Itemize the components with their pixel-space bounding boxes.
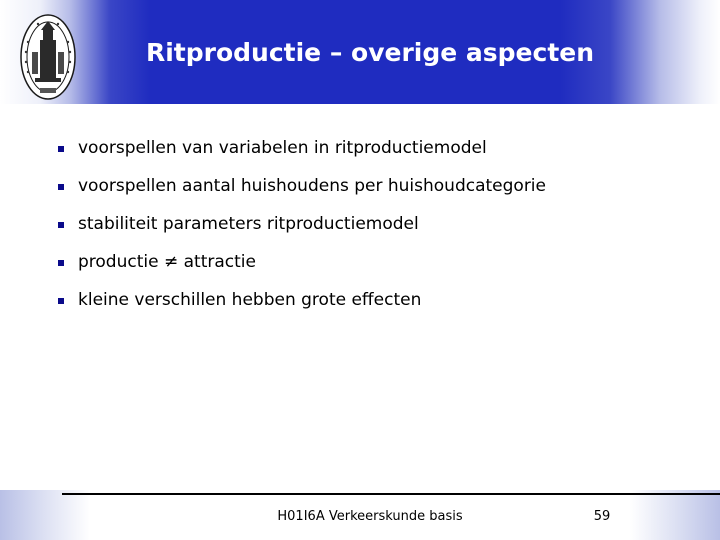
bullet-text: productie ≠ attractie: [78, 252, 256, 272]
bullet-square-icon: [58, 260, 64, 266]
footer-decoration-right: [630, 490, 720, 540]
footer-divider: [62, 493, 720, 495]
list-item: [58, 136, 487, 160]
footer-decoration-left: [0, 490, 90, 540]
list-item: [58, 212, 419, 236]
bullet-square-icon: [58, 222, 64, 228]
bullet-text: stabiliteit parameters ritproductiemodel: [78, 214, 419, 234]
slide-title: Ritproductie – overige aspecten: [145, 37, 595, 67]
bullet-text: voorspellen van variabelen in ritproductiemodel: [78, 138, 487, 158]
bullet-square-icon: [58, 298, 64, 304]
bullet-square-icon: [58, 184, 64, 190]
footer-course-label: H01I6A Verkeerskunde basis: [277, 509, 463, 524]
list-item: [58, 288, 421, 312]
bullet-text: voorspellen aantal huishoudens per huishoudcategorie: [78, 176, 546, 196]
list-item: [58, 250, 256, 274]
bullet-text: kleine verschillen hebben grote effecten: [78, 290, 422, 310]
page-number: 59: [593, 509, 611, 524]
bullet-square-icon: [58, 146, 64, 152]
list-item: [58, 174, 546, 198]
